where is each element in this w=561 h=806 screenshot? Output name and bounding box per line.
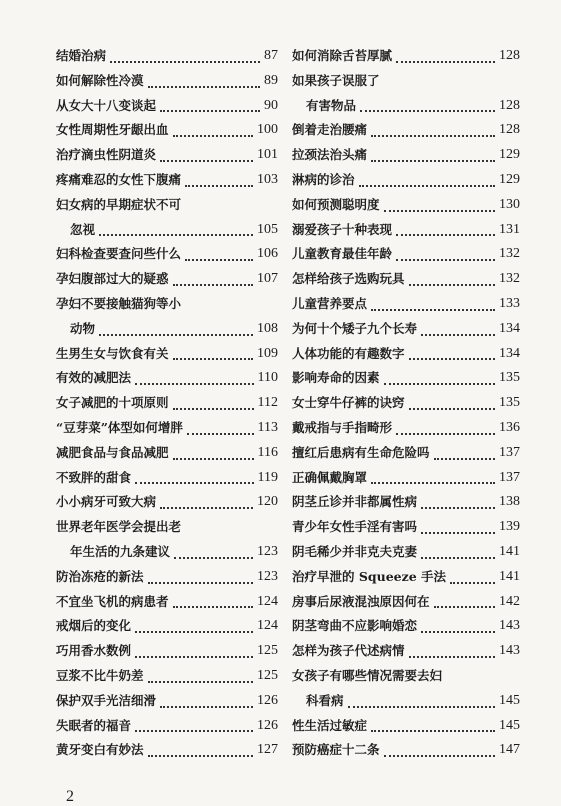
dot-leader xyxy=(148,84,260,88)
toc-entry-title: 治疗早泄的 Squeeze 手法 xyxy=(292,568,447,584)
toc-entry-title: 青少年女性手淫有害吗 xyxy=(292,519,418,535)
toc-entry-page: 119 xyxy=(257,469,278,485)
toc-entry-title: 从女大十八变谈起 xyxy=(56,97,157,113)
toc-entry-page: 145 xyxy=(499,692,520,708)
toc-entry-page: 135 xyxy=(499,370,520,386)
toc-entry-page: 126 xyxy=(257,692,278,708)
toc-entry-title: 倒着走治腰痛 xyxy=(292,122,368,138)
toc-entry-page: 113 xyxy=(257,419,278,435)
toc-entry-page: 143 xyxy=(499,643,520,659)
toc-entry xyxy=(292,714,520,739)
dot-leader xyxy=(135,381,254,385)
toc-entry xyxy=(292,118,520,143)
toc-entry xyxy=(56,118,278,143)
dot-leader xyxy=(434,456,495,460)
toc-entry-page: 139 xyxy=(499,519,520,535)
dot-leader xyxy=(173,356,253,360)
dot-leader xyxy=(409,356,495,360)
toc-entry-page: 136 xyxy=(499,419,520,435)
toc-entry xyxy=(56,590,278,615)
dot-leader xyxy=(396,257,495,261)
toc-entry-page: 133 xyxy=(499,295,520,311)
dot-leader xyxy=(173,282,253,286)
toc-entry-page: 123 xyxy=(257,543,278,559)
toc-entry-title: 孕妇不要接触猫狗等小 xyxy=(56,295,182,311)
dot-leader xyxy=(371,480,495,484)
toc-entry xyxy=(56,714,278,739)
toc-entry xyxy=(292,218,520,243)
toc-entry-title: 不宜坐飞机的病患者 xyxy=(56,593,169,609)
toc-entry-title: 怎样为孩子代述病情 xyxy=(292,643,405,659)
dot-leader xyxy=(396,59,495,63)
toc-entry-page: 137 xyxy=(499,469,520,485)
toc-entry-page: 124 xyxy=(257,618,278,634)
dot-leader xyxy=(173,133,253,137)
dot-leader xyxy=(185,257,253,261)
toc-entry-title: 阴毛稀少并非克夫克妻 xyxy=(292,543,418,559)
toc-entry-title: 戴戒指与手指畸形 xyxy=(292,419,393,435)
toc-entry-title: “豆芽菜”体型如何增胖 xyxy=(56,419,183,435)
dot-leader xyxy=(173,456,254,460)
dot-leader xyxy=(384,753,495,757)
dot-leader xyxy=(371,307,495,311)
toc-entry-page: 147 xyxy=(499,742,520,758)
toc-entry xyxy=(56,466,278,491)
toc-entry-title: 女性周期性牙龈出血 xyxy=(56,122,169,138)
toc-entry xyxy=(292,590,520,615)
dot-leader xyxy=(409,654,495,658)
toc-entry xyxy=(292,366,520,391)
toc-entry-page: 108 xyxy=(257,320,278,336)
toc-entry-title: 黄牙变白有妙法 xyxy=(56,742,144,758)
toc-entry-page: 141 xyxy=(499,568,520,584)
toc-entry-title: 正确佩戴胸罩 xyxy=(292,469,368,485)
toc-entry-page: 103 xyxy=(257,171,278,187)
toc-entry-title: 豆浆不比牛奶差 xyxy=(56,667,144,683)
dot-leader xyxy=(148,679,253,683)
toc-entry-title: 治疗滴虫性阴道炎 xyxy=(56,147,157,163)
dot-leader xyxy=(148,580,253,584)
toc-entry xyxy=(56,342,278,367)
toc-entry-page: 125 xyxy=(257,667,278,683)
toc-entry-title: 失眠者的福音 xyxy=(56,717,132,733)
toc-entry-title: 有效的减肥法 xyxy=(56,370,132,386)
toc-entry-title: 年生活的九条建议 xyxy=(70,543,171,559)
toc-right-column xyxy=(292,44,520,763)
toc-entry-title: 小小病牙可致大病 xyxy=(56,494,157,510)
dot-leader xyxy=(409,406,495,410)
toc-entry xyxy=(56,490,278,515)
toc-entry-page: 134 xyxy=(499,320,520,336)
toc-entry-page: 125 xyxy=(257,643,278,659)
dot-leader xyxy=(173,406,254,410)
toc-entry-title: 为何十个矮子九个长寿 xyxy=(292,320,418,336)
toc-entry xyxy=(292,391,520,416)
dot-leader xyxy=(173,604,253,608)
dot-leader xyxy=(396,232,495,236)
dot-leader xyxy=(99,332,253,336)
toc-entry-title: 动物 xyxy=(70,320,96,336)
dot-leader xyxy=(174,555,253,559)
toc-entry xyxy=(292,639,520,664)
dot-leader xyxy=(135,629,253,633)
toc-entry-title: 怎样给孩子选购玩具 xyxy=(292,271,405,287)
toc-entry-title: 保护双手光洁细滑 xyxy=(56,692,157,708)
dot-leader xyxy=(360,108,495,112)
toc-entry-page: 90 xyxy=(264,97,278,113)
toc-entry xyxy=(56,441,278,466)
dot-leader xyxy=(148,753,253,757)
toc-entry xyxy=(56,664,278,689)
toc-entry-page: 112 xyxy=(257,395,278,411)
toc-entry xyxy=(292,614,520,639)
dot-leader xyxy=(160,505,253,509)
toc-entry-title: 疼痛难忍的女性下腹痛 xyxy=(56,171,182,187)
toc-entry xyxy=(292,466,520,491)
toc-entry xyxy=(292,267,520,292)
toc-entry xyxy=(56,292,278,317)
dot-leader xyxy=(185,183,253,187)
toc-entry-title: 房事后尿液混浊原因何在 xyxy=(292,593,430,609)
toc-entry-title: 女孩子有哪些情况需要去妇 xyxy=(292,667,443,683)
toc-entry-title: 人体功能的有趣数字 xyxy=(292,345,405,361)
toc-entry-title: 溺爱孩子十种表现 xyxy=(292,221,393,237)
toc-entry-title: 世界老年医学会提出老 xyxy=(56,519,182,535)
toc-entry xyxy=(56,44,278,69)
toc-entry-page: 138 xyxy=(499,494,520,510)
toc-entry-page: 127 xyxy=(257,742,278,758)
dot-leader xyxy=(160,704,253,708)
toc-entry xyxy=(292,416,520,441)
toc-entry-page: 116 xyxy=(257,444,278,460)
dot-leader xyxy=(110,59,260,63)
toc-entry-title: 防治冻疮的新法 xyxy=(56,568,144,584)
dot-leader xyxy=(371,133,495,137)
toc-entry-title: 淋病的诊治 xyxy=(292,171,355,187)
toc-entry-title: 科看病 xyxy=(306,692,344,708)
toc-entry-title: 擅红后患病有生命危险吗 xyxy=(292,444,430,460)
dot-leader xyxy=(371,158,495,162)
toc-entry-page: 135 xyxy=(499,395,520,411)
toc-entry xyxy=(56,193,278,218)
toc-entry-title: 减肥食品与食品减肥 xyxy=(56,444,169,460)
toc-entry-title: 生男生女与饮食有关 xyxy=(56,345,169,361)
dot-leader xyxy=(421,555,495,559)
toc-entry-page: 131 xyxy=(499,221,520,237)
dot-leader xyxy=(409,282,495,286)
toc-entry-page: 110 xyxy=(257,370,278,386)
dot-leader xyxy=(434,604,495,608)
toc-entry xyxy=(56,515,278,540)
toc-entry xyxy=(292,565,520,590)
toc-entry xyxy=(56,69,278,94)
toc-entry-page: 128 xyxy=(499,122,520,138)
toc-entry-title: 儿童营养要点 xyxy=(292,295,368,311)
toc-entry-page: 129 xyxy=(499,147,520,163)
toc-entry xyxy=(292,342,520,367)
toc-entry-title: 戒烟后的变化 xyxy=(56,618,132,634)
dot-leader xyxy=(187,431,254,435)
toc-entry-title: 女子减肥的十项原则 xyxy=(56,395,169,411)
toc-entry-page: 109 xyxy=(257,345,278,361)
dot-leader xyxy=(450,580,495,584)
toc-entry-page: 120 xyxy=(257,494,278,510)
dot-leader xyxy=(371,728,495,732)
toc-entry xyxy=(292,738,520,763)
dot-leader xyxy=(421,530,495,534)
toc-entry-title: 性生活过敏症 xyxy=(292,717,368,733)
toc-entry xyxy=(292,242,520,267)
toc-entry-page: 129 xyxy=(499,171,520,187)
toc-entry xyxy=(292,515,520,540)
toc-entry xyxy=(56,143,278,168)
toc-entry xyxy=(56,738,278,763)
toc-entry-page: 137 xyxy=(499,444,520,460)
toc-entry xyxy=(56,540,278,565)
dot-leader xyxy=(384,381,495,385)
dot-leader xyxy=(348,704,495,708)
toc-entry-title: 阴茎弯曲不应影响婚恋 xyxy=(292,618,418,634)
toc-entry xyxy=(292,168,520,193)
toc-entry xyxy=(56,94,278,119)
dot-leader xyxy=(135,728,253,732)
toc-entry-page: 128 xyxy=(499,48,520,63)
toc-entry xyxy=(292,143,520,168)
toc-entry-page: 142 xyxy=(499,593,520,609)
toc-entry xyxy=(56,242,278,267)
toc-entry xyxy=(292,317,520,342)
toc-entry-page: 128 xyxy=(499,97,520,113)
toc-entry xyxy=(292,441,520,466)
toc-entry xyxy=(56,168,278,193)
toc-entry xyxy=(56,267,278,292)
toc-entry-page: 123 xyxy=(257,568,278,584)
toc-entry xyxy=(292,540,520,565)
toc-entry xyxy=(292,94,520,119)
toc-entry xyxy=(56,391,278,416)
toc-entry xyxy=(292,664,520,689)
toc-entry-title: 拉颈法治头痛 xyxy=(292,147,368,163)
dot-leader xyxy=(99,232,253,236)
dot-leader xyxy=(160,158,253,162)
toc-entry-title: 如何消除舌苔厚腻 xyxy=(292,48,393,63)
toc-entry-page: 105 xyxy=(257,221,278,237)
toc-entry-page: 132 xyxy=(499,271,520,287)
toc-entry-title: 儿童教育最佳年龄 xyxy=(292,246,393,262)
toc-entry-page: 130 xyxy=(499,196,520,212)
toc-entry-page: 143 xyxy=(499,618,520,634)
page-number: 2 xyxy=(66,788,74,805)
dot-leader xyxy=(135,480,254,484)
toc-entry-page: 106 xyxy=(257,246,278,262)
toc-entry-title: 女士穿牛仔裤的诀窍 xyxy=(292,395,405,411)
toc-entry-title: 影响寿命的因素 xyxy=(292,370,380,386)
toc-entry-page: 145 xyxy=(499,717,520,733)
toc-entry-page: 87 xyxy=(264,48,278,63)
dot-leader xyxy=(135,654,253,658)
toc-entry-title: 预防癌症十二条 xyxy=(292,742,380,758)
toc-left-column xyxy=(56,44,278,763)
toc-entry-title: 不致胖的甜食 xyxy=(56,469,132,485)
toc-entry xyxy=(56,218,278,243)
toc-entry xyxy=(292,44,520,69)
dot-leader xyxy=(421,629,495,633)
toc-entry-title: 妇女病的早期症状不可 xyxy=(56,196,182,212)
toc-entry-page: 124 xyxy=(257,593,278,609)
toc-entry-title: 忽视 xyxy=(70,221,96,237)
toc-entry-title: 如果孩子误服了 xyxy=(292,72,380,88)
toc-entry-page: 89 xyxy=(264,72,278,88)
toc-entry-title: 妇科检查要查问些什么 xyxy=(56,246,182,262)
toc-entry-page: 126 xyxy=(257,717,278,733)
toc-entry xyxy=(292,69,520,94)
toc-entry-page: 107 xyxy=(257,271,278,287)
toc-entry xyxy=(56,639,278,664)
toc-entry xyxy=(292,689,520,714)
dot-leader xyxy=(421,332,495,336)
dot-leader xyxy=(384,208,495,212)
toc-entry xyxy=(292,490,520,515)
dot-leader xyxy=(396,431,495,435)
toc-entry-page: 141 xyxy=(499,543,520,559)
toc-entry xyxy=(56,366,278,391)
toc-entry-title: 结婚治病 xyxy=(56,48,107,63)
toc-entry-title: 阴茎丘诊并非都属性病 xyxy=(292,494,418,510)
toc-entry-title: 如何预测聪明度 xyxy=(292,196,380,212)
toc-entry xyxy=(292,292,520,317)
dot-leader xyxy=(421,505,495,509)
dot-leader xyxy=(160,108,260,112)
toc-entry-page: 134 xyxy=(499,345,520,361)
toc-entry xyxy=(56,317,278,342)
toc-entry-page: 132 xyxy=(499,246,520,262)
toc-entry xyxy=(56,416,278,441)
toc-entry xyxy=(56,614,278,639)
toc-entry-page: 100 xyxy=(257,122,278,138)
toc-entry-title: 如何解除性冷漠 xyxy=(56,72,144,88)
toc-entry xyxy=(292,193,520,218)
dot-leader xyxy=(359,183,495,187)
toc-entry xyxy=(56,689,278,714)
toc-entry-title: 巧用香水数例 xyxy=(56,643,132,659)
toc-entry-page: 101 xyxy=(257,147,278,163)
toc-entry-title: 孕妇腹部过大的疑惑 xyxy=(56,271,169,287)
toc-entry-title: 有害物品 xyxy=(306,97,357,113)
toc-entry xyxy=(56,565,278,590)
